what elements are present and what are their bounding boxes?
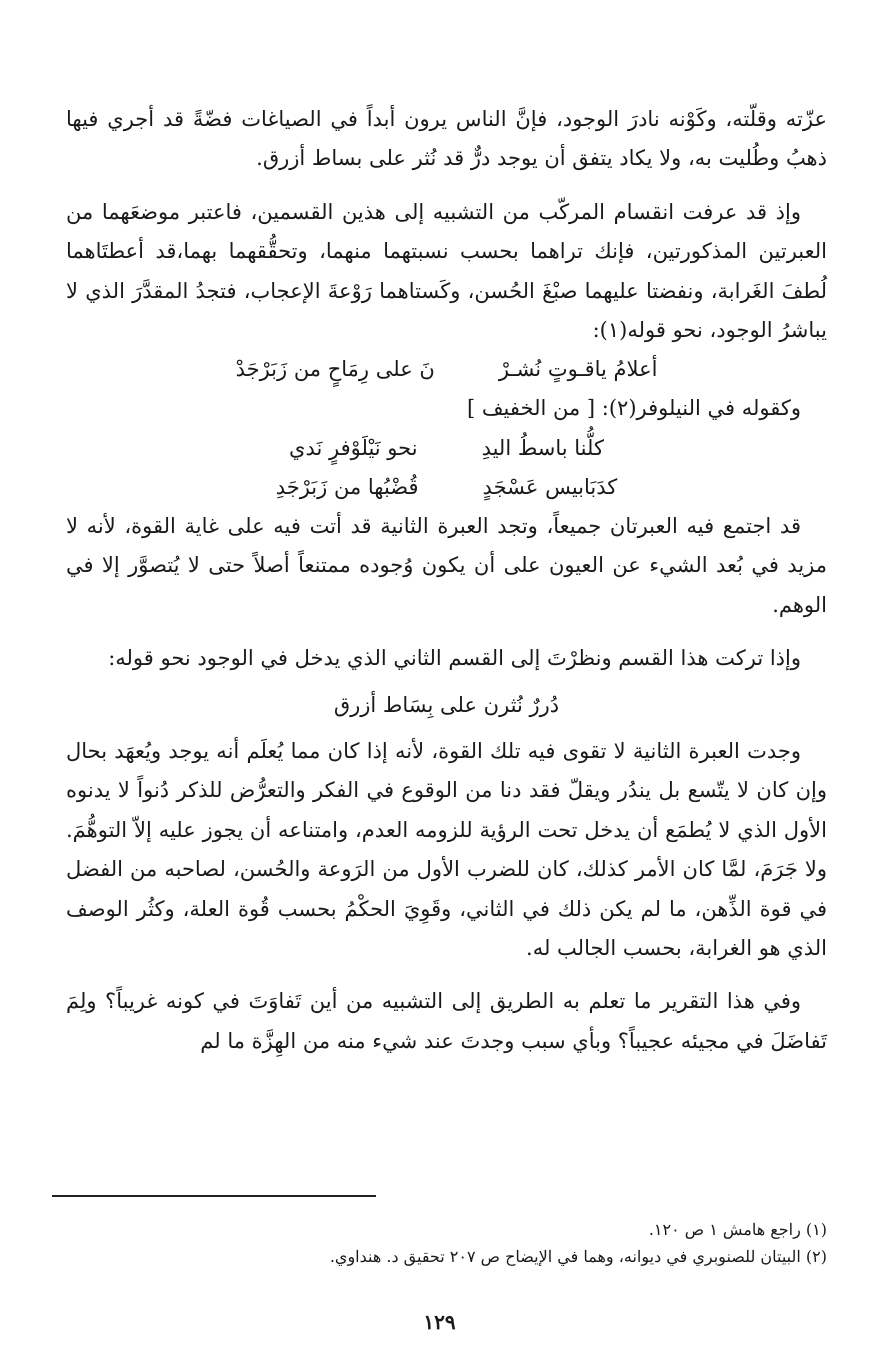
verse-hemistich: كلُّنا باسطُ اليدِ xyxy=(481,435,604,460)
footnote-separator xyxy=(52,1195,376,1197)
page-number: ١٢٩ xyxy=(423,1310,456,1334)
paragraph: وإذ قد عرفت انقسام المركّب من التشبيه إلى هذين القسمين، فاعتبر موضعَهما من العبرتين المذكورتين، فإنك تراهما بحسب نسبتهما منهما، وتحقُّقهما بهما،قد أعطتَاهما لُطفَ الغَرابة، ونفضتا عليهما صبْغَ الحُسن، وكَستاهما رَوْعةَ الإعجاب، فتجدُ المقدَّرَ الذي لا يباشرُ الوجود، نحو قوله(١): xyxy=(66,199,827,343)
verse-line xyxy=(66,468,827,507)
verse-line xyxy=(66,350,827,389)
paragraph: وإذا تركت هذا القسم ونظرْتَ إلى القسم الثاني الذي يدخل في الوجود نحو قوله: xyxy=(108,646,801,671)
paragraph: عزّته وقلّته، وكَوْنه نادرَ الوجود، فإنَّ الناس يرون أبداً في الصياغات فضّةً قد أجري فيها ذهبُ وطُليت به، ولا يكاد يتفق أن يوجد درٌّ قد نُثر على بساط أزرق. xyxy=(66,107,827,171)
verse-quote: دُررٌ نُثرن على بِسَاط أزرق xyxy=(333,693,560,718)
paragraph: وفي هذا التقرير ما تعلم به الطريق إلى التشبيه من أين تَفاوَتَ في كونه غريباً؟ ولِمَ تَفاضَلَ في مجيئه عجيباً؟ وبأي سبب وجدتَ عند شيء منه من الهِزَّة ما لم xyxy=(66,989,827,1053)
verse-hemistich: قُضْبُها من زَبَرْجَدِ xyxy=(275,474,419,499)
footnote: (٢) البيتان للصنوبري في ديوانه، وهما في الإيضاح ص ٢٠٧ تحقيق د. هنداوي. xyxy=(329,1247,827,1266)
footnote: (١) راجع هامش ١ ص ١٢٠. xyxy=(648,1220,827,1239)
verse-hemistich: نحو نَيْلَوْفرٍ نَدي xyxy=(289,435,418,460)
main-text xyxy=(66,100,827,1061)
verse-hemistich: كدَبَابيس عَسْجَدٍ xyxy=(482,474,618,499)
verse-line xyxy=(66,429,827,468)
verse-hemistich: أعلامُ ياقـوتٍ نُشـرْ xyxy=(498,357,658,382)
verse-hemistich: نَ على رِمَاحٍ من زَبَرْجَدْ xyxy=(235,357,435,382)
verse-intro: وكقوله في النيلوفر(٢): [ من الخفيف ] xyxy=(466,396,801,421)
paragraph: وجدت العبرة الثانية لا تقوى فيه تلك القوة، لأنه إذا كان مما يُعلَم أنه يوجد ويُعهَد بحال وإن كان لا يتّسع بل يندُر ويقلّ فقد دنا من الوقوع في الفكر والتعرُّض للذكر دُنواً لا يدنوه الأول الذي لا يُطمَع أن يدخل تحت الرؤية للزومه العدم، وامتناعه أن يجوز عليه إلاّ التوهُّمَ. ولا جَرَمَ، لمَّا كان الأمر كذلك، كان للضرب الأول من الرَوعة والحُسن، لصاحبه من الفضل في قوة الذِّهن، ما لم يكن ذلك في الثاني، وقَوِيَ الحكْمُ بحسب قُوة العلة، وكثُر الوصف الذي هو الغرابة، بحسب الجالب له. xyxy=(66,738,827,960)
paragraph: قد اجتمع فيه العبرتان جميعاً، وتجد العبرة الثانية قد أتت فيه على غاية القوة، لأنه لا مزيد في بُعد الشيء عن العيون على أن يكون وُجوده ممتنعاً أصلاً حتى لا يُتصوَّر إلا في الوهم. xyxy=(66,513,827,617)
footnotes xyxy=(66,1216,827,1270)
